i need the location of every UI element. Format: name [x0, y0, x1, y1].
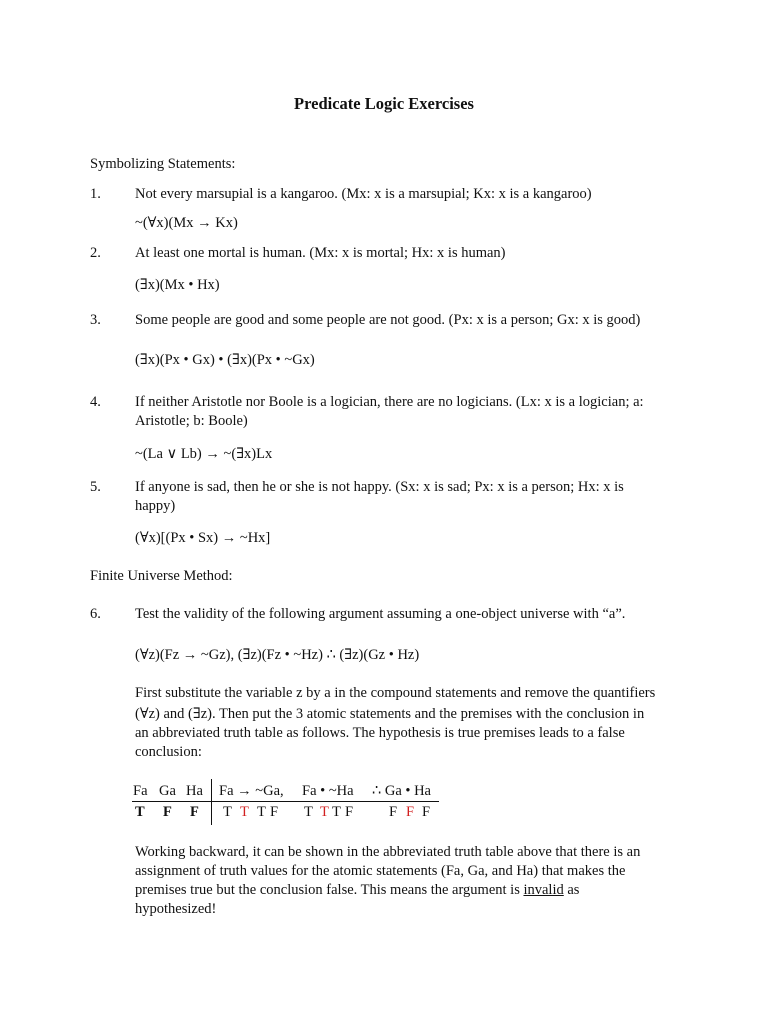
conclusion-line-2: assignment of truth values for the atomic statements (Fa, Ga, and Ha) that makes the — [135, 863, 626, 879]
value-ga: F — [163, 804, 172, 820]
item-formula-6: (∀z)(Fz → ~Gz), (∃z)(Fz • ~Hz) ∴ (∃z)(Gz • Hz) — [135, 647, 420, 663]
premise-1-value-main: T — [240, 804, 249, 820]
premise-2-value-ha: F — [345, 804, 354, 820]
header-conclusion: ∴ Ga • Ha — [372, 783, 431, 799]
header-ga: Ga — [159, 783, 176, 799]
value-ha: F — [190, 804, 199, 820]
explanation-line-4: conclusion: — [135, 744, 202, 760]
conclusion-line-3 — [135, 881, 579, 899]
header-ha: Ha — [186, 783, 203, 799]
header-fa: Fa — [133, 783, 148, 799]
conclusion-value-ga: F — [389, 804, 398, 820]
premise-1-value-fa: T — [223, 804, 232, 820]
section-heading-symbolizing: Symbolizing Statements: — [90, 156, 236, 172]
table-horizontal-rule — [132, 801, 439, 802]
section-heading-finite: Finite Universe Method: — [90, 568, 233, 584]
conclusion-line-1: Working backward, it can be shown in the abbreviated truth table above that there is an — [135, 844, 641, 860]
item-formula-1: ~(∀x)(Mx → Kx) — [135, 215, 238, 231]
item-text-1: Not every marsupial is a kangaroo. (Mx: x is a marsupial; Kx: x is a kangaroo) — [135, 186, 592, 202]
explanation-line-3: an abbreviated truth table as follows. The hypothesis is true premises leads to a false — [135, 725, 625, 741]
value-fa: T — [135, 804, 145, 820]
item-number-5: 5. — [90, 479, 101, 495]
premise-1-value-neg: T — [257, 804, 266, 820]
item-formula-4: ~(La ∨ Lb) → ~(∃x)Lx — [135, 446, 273, 462]
page-title: Predicate Logic Exercises — [294, 94, 474, 113]
premise-1-value-ga: F — [270, 804, 279, 820]
item-text-5-line1: If anyone is sad, then he or she is not happy. (Sx: x is sad; Px: x is a person; Hx: x is — [135, 479, 624, 495]
invalid-word: invalid — [523, 882, 564, 898]
table-vertical-rule — [211, 779, 212, 825]
premise-2-value-fa: T — [304, 804, 313, 820]
explanation-line-1: First substitute the variable z by a in the compound statements and remove the quantifiers — [135, 685, 656, 701]
item-number-4: 4. — [90, 394, 101, 410]
header-premise-2: Fa • ~Ha — [302, 783, 354, 799]
item-text-4-line2: Aristotle; b: Boole) — [135, 413, 248, 429]
item-text-4-line1: If neither Aristotle nor Boole is a logician, there are no logicians. (Lx: x is a logician; a: — [135, 394, 644, 410]
item-text-2: At least one mortal is human. (Mx: x is mortal; Hx: x is human) — [135, 245, 506, 261]
item-number-1: 1. — [90, 186, 101, 202]
conclusion-line-3-tail: as — [563, 882, 580, 898]
conclusion-value-main: F — [406, 804, 415, 820]
premise-2-value-main: T — [320, 804, 329, 820]
item-number-6: 6. — [90, 606, 101, 622]
conclusion-value-ha: F — [422, 804, 431, 820]
item-text-6: Test the validity of the following argument assuming a one-object universe with “a”. — [135, 606, 626, 622]
item-text-5-line2: happy) — [135, 498, 176, 514]
item-formula-5: (∀x)[(Px • Sx) → ~Hx] — [135, 530, 271, 546]
conclusion-line-4: hypothesized! — [135, 901, 217, 917]
premise-2-value-neg: T — [332, 804, 341, 820]
conclusion-line-3-text: premises true but the conclusion false. This means the argument is — [135, 882, 524, 898]
item-number-3: 3. — [90, 312, 101, 328]
explanation-line-2: (∀z) and (∃z). Then put the 3 atomic statements and the premises with the conclusion in — [135, 706, 645, 722]
item-number-2: 2. — [90, 245, 101, 261]
header-premise-1: Fa → ~Ga, — [219, 783, 284, 799]
item-formula-3: (∃x)(Px • Gx) • (∃x)(Px • ~Gx) — [135, 352, 315, 368]
item-text-3: Some people are good and some people are not good. (Px: x is a person; Gx: x is good) — [135, 312, 641, 328]
item-formula-2: (∃x)(Mx • Hx) — [135, 277, 220, 293]
